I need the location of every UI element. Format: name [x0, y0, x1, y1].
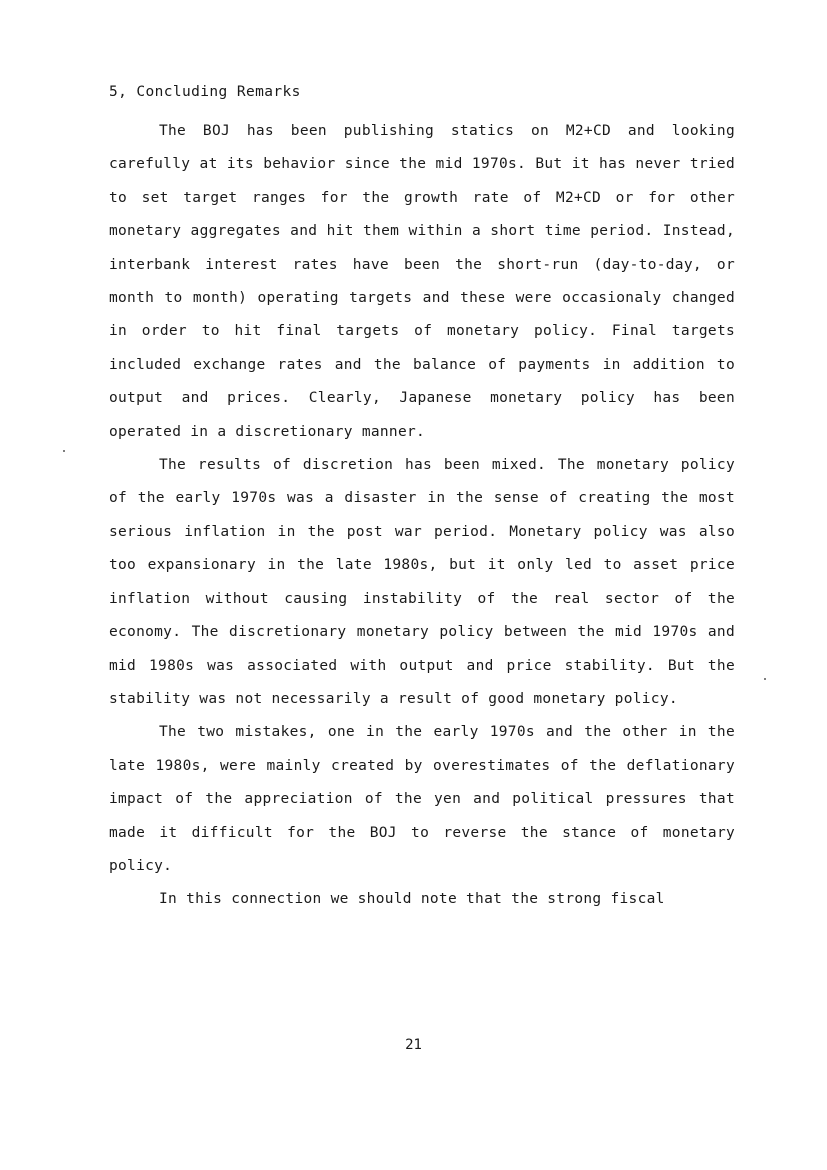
scan-speck: [63, 450, 65, 452]
paragraph-2: The results of discretion has been mixed. The monetary policy of the early 1970s was a disaster in the sense of creating the most serious inflation in the post war period. Monetary policy was also too expansionary in the late 1980s, but it only led to asset price inflation without causing instability of the real sector of the economy. The discretionary monetary policy between the mid 1970s and mid 1980s was associated with output and price stability. But the stability was not necessarily a result of good monetary policy.: [109, 457, 735, 707]
paragraph-4: In this connection we should note that the strong fiscal: [159, 891, 665, 908]
paragraph-1: The BOJ has been publishing statics on M2+CD and looking carefully at its behavior since the mid 1970s. But it has never tried to set target ranges for the growth rate of M2+CD or for other monetary aggregates and hit them within a short time period. Instead, interbank interest rates have been the short-run (day-to-day, or month to month) operating targets and these were occasionaly changed in order to hit final targets of monetary policy. Final targets included exchange rates and the balance of payments in addition to output and prices. Clearly, Japanese monetary policy has been operated in a discretionary manner.: [109, 123, 735, 440]
body-text: [109, 115, 735, 917]
section-heading: 5, Concluding Remarks: [109, 84, 301, 100]
paragraph-3: The two mistakes, one in the early 1970s and the other in the late 1980s, were mainly created by overestimates of the deflationary impact of the appreciation of the yen and political pressures that made it difficult for the BOJ to reverse the stance of monetary policy.: [109, 724, 735, 874]
page-number: 21: [405, 1037, 422, 1053]
scan-speck: [764, 678, 766, 680]
